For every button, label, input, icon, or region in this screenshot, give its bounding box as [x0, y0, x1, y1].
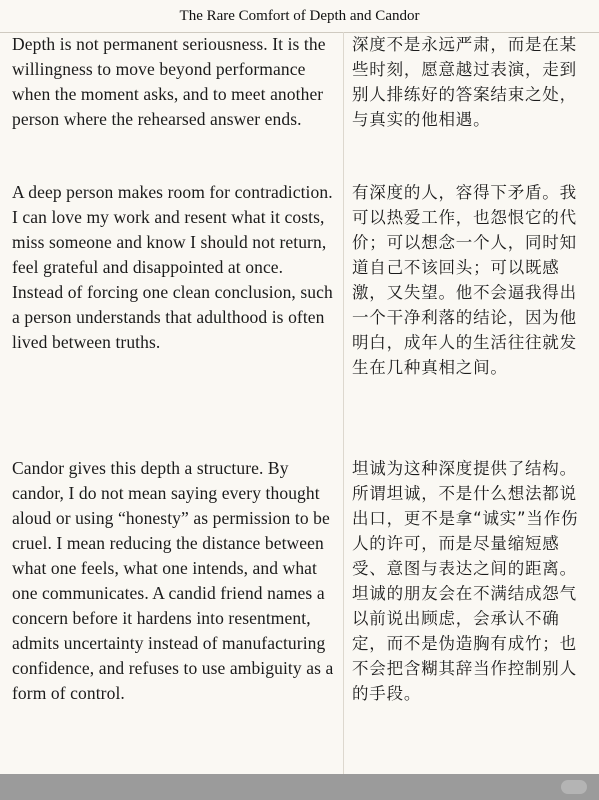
english-paragraph-1: Depth is not permanent seriousness. It is the willingness to move beyond performance when the moment asks, and to meet another person where the rehearsed answer ends.: [12, 34, 326, 129]
watermark-icon: [561, 780, 587, 794]
column-divider: [343, 32, 344, 774]
chinese-paragraph-1: 深度不是永远严肃，而是在某些时刻，愿意越过表演，走到别人排练好的答案结束之处，与真实的他相遇。: [352, 35, 577, 129]
chinese-paragraph-2: 有深度的人，容得下矛盾。我可以热爱工作，也怨恨它的代价；可以想念一个人，同时知道自己不该回头；可以既感激，又失望。他不会逼我得出一个干净利落的结论，因为他明白，成年人的生活往往就发生在几种真相之间。: [352, 183, 577, 377]
english-paragraph-2: A deep person makes room for contradiction. I can love my work and resent what it costs, miss someone and know I should not return, feel grateful and disappointed at once. Instead of forcing one clean conclusion, such a person understands that adulthood is often lived between truths.: [12, 182, 333, 352]
english-paragraph-3: Candor gives this depth a structure. By candor, I do not mean saying every thought aloud or using “honesty” as permission to be cruel. I mean reducing the distance between what one feels, what one intends, and what one communicates. A candid friend names a concern before it hardens into resentment, admits uncertainty instead of manufacturing confidence, and refuses to use ambiguity as a form of control.: [12, 458, 334, 703]
page-title: The Rare Comfort of Depth and Candor: [0, 0, 599, 33]
chinese-paragraph-3: 坦诚为这种深度提供了结构。所谓坦诚，不是什么想法都说出口，更不是拿“诚实”当作伤人的许可，而是尽量缩短感受、意图与表达之间的距离。坦诚的朋友会在不满结成怨气以前说出顾虑，会承认不确定，而不是伪造胸有成竹；也不会把含糊其辞当作控制别人的手段。: [352, 459, 579, 703]
bottom-bar: [0, 774, 599, 800]
